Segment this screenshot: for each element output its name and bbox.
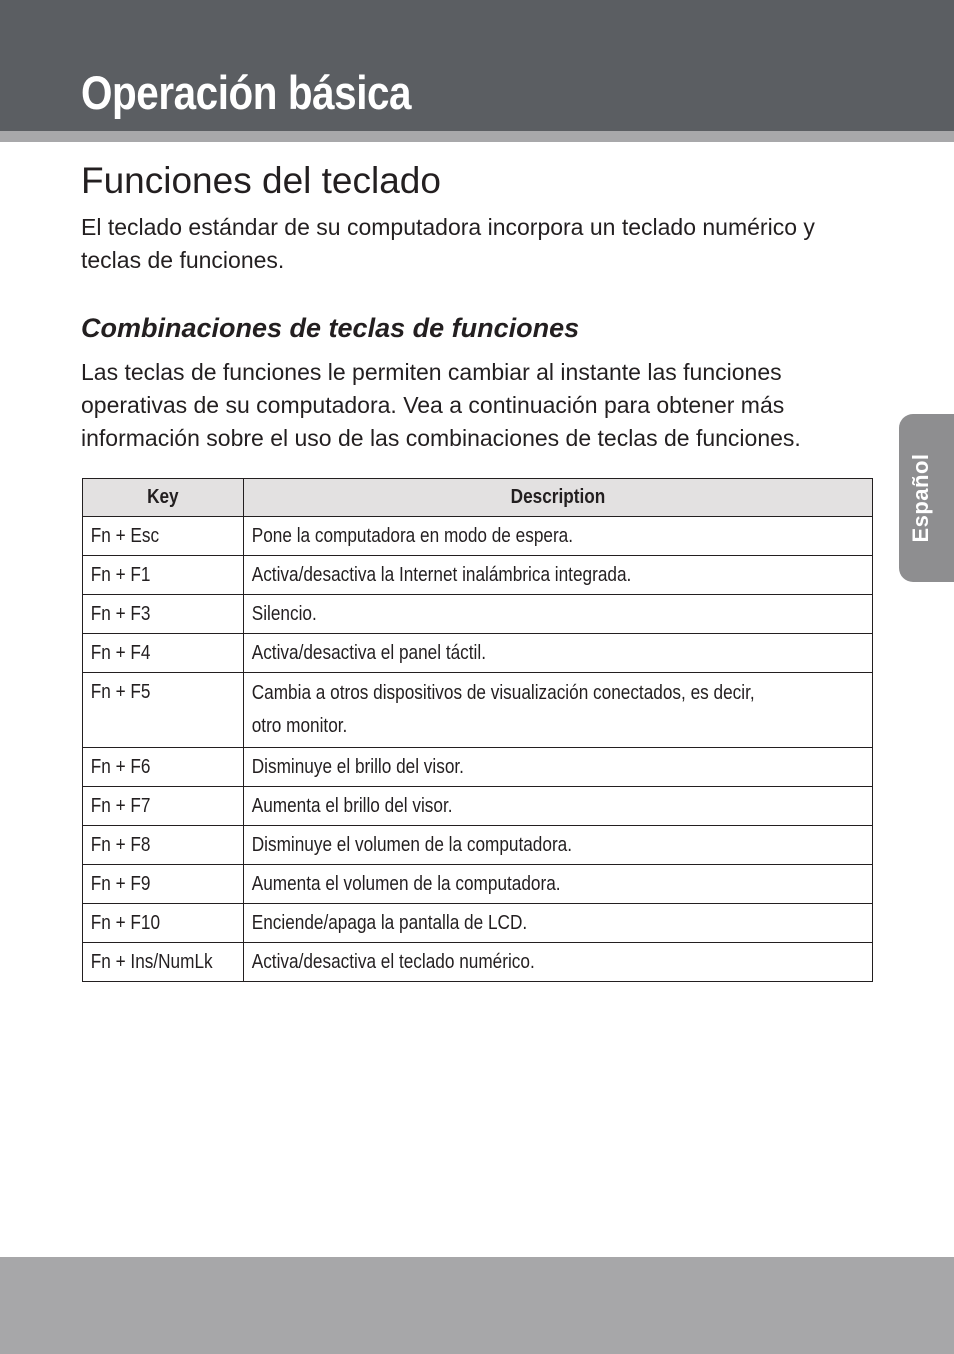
- description-cell: [243, 556, 872, 595]
- key-cell: [83, 517, 244, 556]
- column-header-key: [83, 479, 244, 517]
- description-cell: [243, 904, 872, 943]
- description-text: Pone la computadora en modo de espera.: [251, 525, 573, 547]
- subsection-text: Las teclas de funciones le permiten cambiar al instante las funciones operativas de su computadora. Vea a continuación para obtener más información sobre el uso de las combinaciones de teclas de funciones.: [81, 359, 801, 451]
- subsection-heading: Combinaciones de teclas de funciones: [81, 313, 580, 343]
- section-intro: El teclado estándar de su computadora incorpora un teclado numérico y teclas de funciones.: [81, 214, 815, 273]
- key-cell: [83, 556, 244, 595]
- table-row: [83, 634, 873, 673]
- column-header-description-label: Description: [510, 486, 606, 508]
- description-cell: [243, 787, 872, 826]
- table-row: [83, 595, 873, 634]
- description-cell: [243, 826, 872, 865]
- description-cell: [243, 748, 872, 787]
- description-text: Silencio.: [251, 603, 317, 625]
- description-cell: [243, 865, 872, 904]
- key-text: Fn + F5: [90, 681, 151, 703]
- section-heading: Funciones del teclado: [81, 160, 441, 201]
- description-text: Disminuye el volumen de la computadora.: [251, 834, 572, 856]
- description-text: Disminuye el brillo del visor.: [251, 756, 464, 778]
- key-text: Fn + F6: [90, 756, 151, 778]
- key-cell: [83, 904, 244, 943]
- key-cell: [83, 634, 244, 673]
- description-cell: [243, 595, 872, 634]
- description-text: Enciende/apaga la pantalla de LCD.: [251, 912, 527, 934]
- key-cell: [83, 748, 244, 787]
- key-cell: [83, 826, 244, 865]
- key-text: Fn + Esc: [90, 525, 160, 547]
- key-text: Fn + F7: [90, 795, 151, 817]
- language-side-tab-label: Español: [908, 453, 933, 543]
- key-cell: [83, 595, 244, 634]
- header-stripe: [0, 131, 954, 142]
- description-text: Aumenta el brillo del visor.: [251, 795, 453, 817]
- function-keys-table: [82, 478, 873, 982]
- footer-band: [0, 1257, 954, 1354]
- table-header-row: [83, 479, 873, 517]
- column-header-key-label: Key: [147, 486, 179, 508]
- description-cell: [243, 673, 872, 748]
- key-cell: [83, 943, 244, 982]
- page-title: Operación básica: [81, 66, 412, 119]
- key-text: Fn + F8: [90, 834, 151, 856]
- table-row: [83, 826, 873, 865]
- description-text: Activa/desactiva el panel táctil.: [251, 642, 486, 664]
- table-row: [83, 904, 873, 943]
- table-row: [83, 673, 873, 748]
- key-text: Fn + F3: [90, 603, 151, 625]
- description-cell: [243, 943, 872, 982]
- key-text: Fn + F9: [90, 873, 151, 895]
- column-header-description: [243, 479, 872, 517]
- key-text: Fn + Ins/NumLk: [90, 951, 213, 973]
- key-cell: [83, 865, 244, 904]
- table-row: [83, 556, 873, 595]
- table-row: [83, 517, 873, 556]
- description-text: Activa/desactiva la Internet inalámbrica integrada.: [251, 564, 632, 586]
- description-text: Aumenta el volumen de la computadora.: [251, 873, 561, 895]
- description-text: Cambia a otros dispositivos de visualización conectados, es decir, otro monitor.: [251, 682, 755, 737]
- description-cell: [243, 634, 872, 673]
- description-cell: [243, 517, 872, 556]
- table-row: [83, 787, 873, 826]
- description-text: Activa/desactiva el teclado numérico.: [251, 951, 535, 973]
- table-row: [83, 943, 873, 982]
- key-text: Fn + F10: [90, 912, 161, 934]
- key-cell: [83, 673, 244, 748]
- key-cell: [83, 787, 244, 826]
- key-text: Fn + F4: [90, 642, 151, 664]
- table-row: [83, 865, 873, 904]
- key-text: Fn + F1: [90, 564, 151, 586]
- table-row: [83, 748, 873, 787]
